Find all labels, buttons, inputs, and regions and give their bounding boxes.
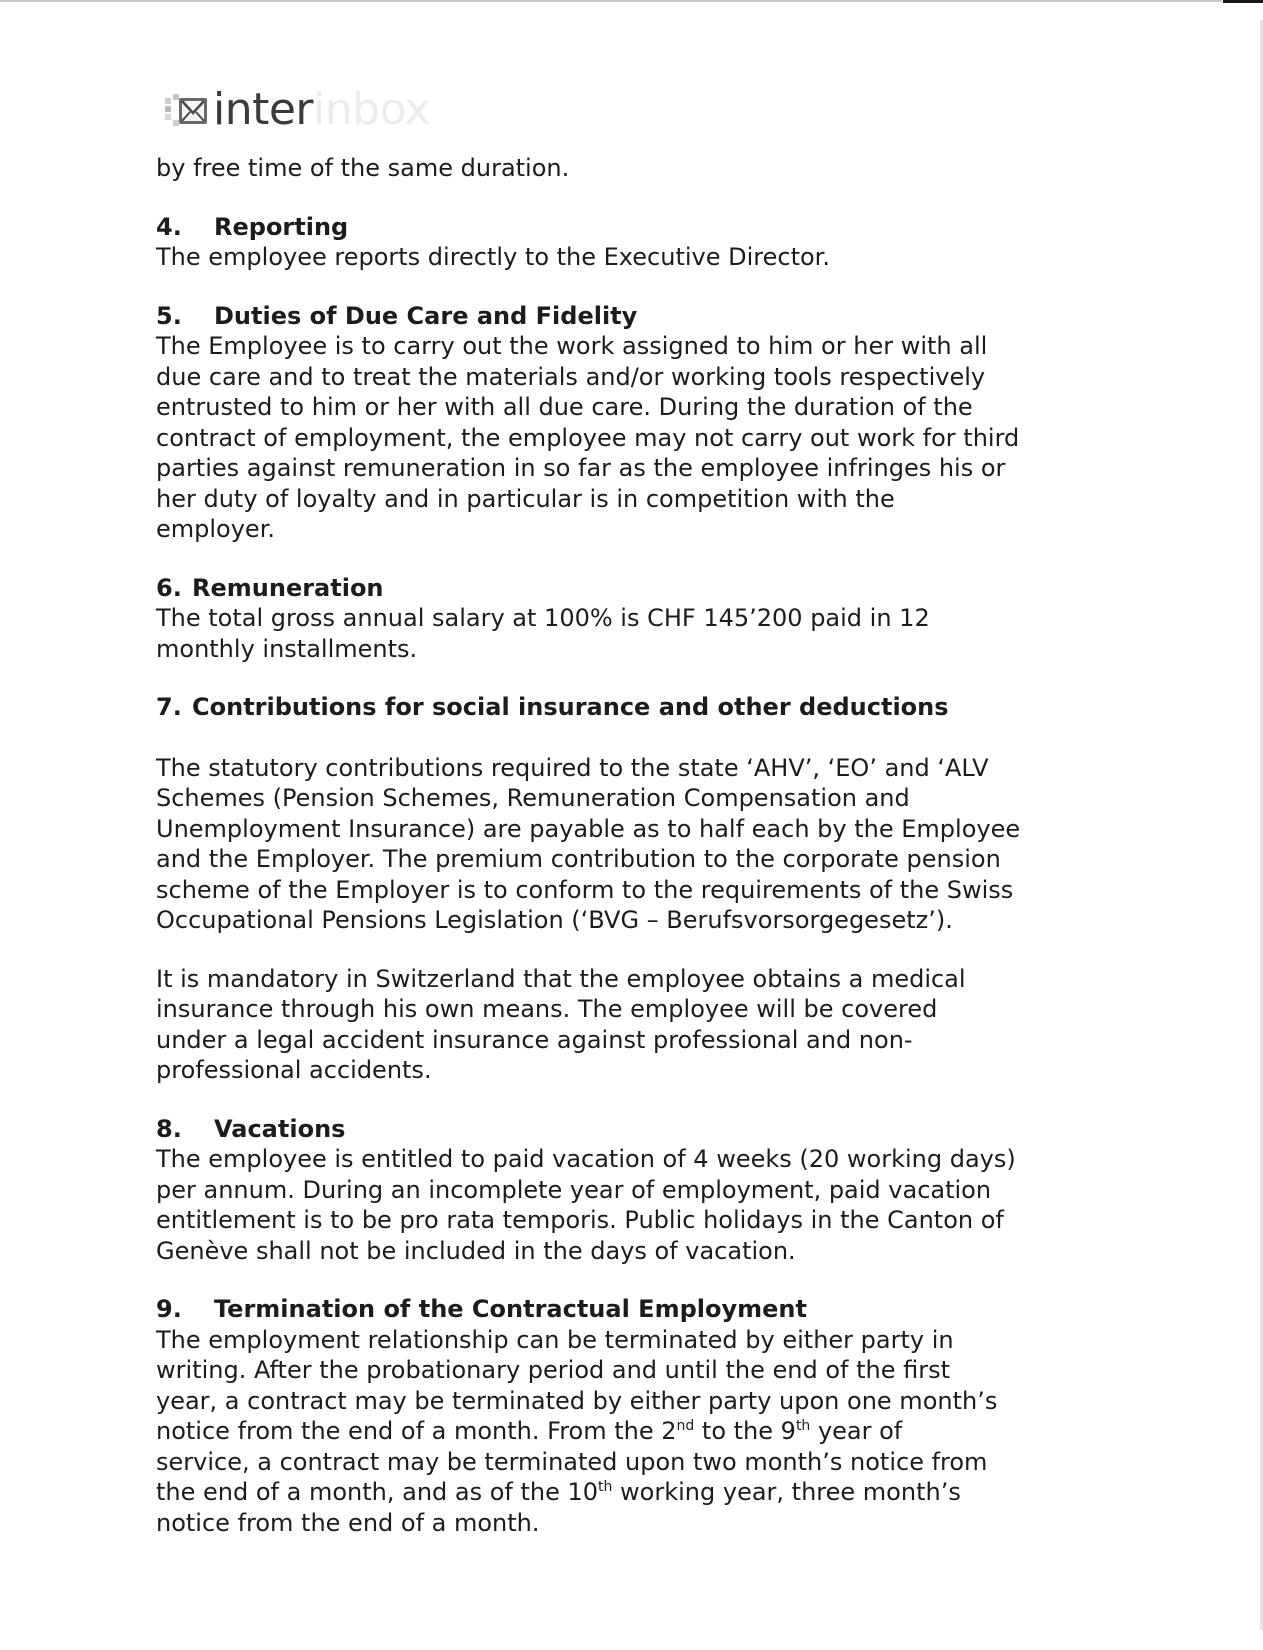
ordinal-suffix: nd [676,1418,695,1434]
section-title: Contributions for social insurance and other deductions [192,693,949,721]
text-line: Genève shall not be included in the days of vacation. [156,1236,796,1265]
text-line: The employee is entitled to paid vacation of 4 weeks (20 working days) [156,1145,1016,1173]
section-title: Reporting [214,212,349,241]
text-line: parties against remuneration in so far as the employee infringes his or [156,454,1006,482]
section-heading [156,212,1156,243]
section-contributions [156,692,1156,1086]
logo-text: inter [213,84,314,135]
text-line: professional accidents. [156,1056,432,1084]
section-duties [156,301,1156,545]
text-line: scheme of the Employer is to conform to the requirements of the Swiss [156,875,1014,904]
text-line: entrusted to him or her with all due care. During the duration of the [156,393,973,421]
ordinal-suffix: th [795,1418,811,1434]
text-line: The Employee is to carry out the work assigned to him or her with all [156,332,988,360]
section-title: Remuneration [192,573,384,602]
intro-line: by free time of the same duration. [156,154,570,182]
text-line: Unemployment Insurance) are payable as to half each by the Employee [156,814,1021,843]
section-number: 4. [156,212,182,241]
text-line: due care and to treat the materials and/or working tools respectively [156,362,986,391]
text-fragment: notice from the end of a month. From the 2 [156,1417,677,1445]
section-remuneration [156,573,1156,665]
text-line: insurance through his own means. The employee will be covered [156,995,938,1023]
section-termination [156,1294,1156,1538]
text-line: It is mandatory in Switzerland that the employee obtains a medical [156,964,966,993]
text-line: The statutory contributions required to the state ‘AHV’, ‘EO’ and ‘ALV [156,753,989,782]
text-line: writing. After the probationary period and until the end of the first [156,1356,950,1384]
text-line: her duty of loyalty and in particular is in competition with the [156,484,895,513]
text-line: contract of employment, the employee may not carry out work for third [156,423,1020,452]
section-number: 7. [156,693,182,721]
text-line [156,1477,1156,1508]
document-body [156,153,1156,1538]
section-heading [156,1294,1156,1325]
text-line [156,1416,1156,1447]
section-heading [156,573,1156,604]
text-line: entitlement is to be pro rata temporis. Public holidays in the Canton of [156,1206,1004,1234]
text-line: and the Employer. The premium contribution to the corporate pension [156,845,1001,873]
section-number: 6. [156,573,182,602]
ordinal-suffix: th [598,1479,613,1495]
text-line: monthly installments. [156,634,418,663]
text-fragment: working year, three month’s [612,1478,961,1506]
text-line: notice from the end of a month. [156,1508,540,1537]
section-title: Termination of the Contractual Employment [214,1295,807,1323]
text-line: The employment relationship can be terminated by either party in [156,1325,954,1354]
text-line: service, a contract may be terminated upon two month’s notice from [156,1447,988,1476]
text-line: per annum. During an incomplete year of employment, paid vacation [156,1175,992,1204]
section-number: 8. [156,1114,182,1143]
scan-top-mark [1223,0,1263,3]
text-fragment: the end of a month, and as of the 10 [156,1478,599,1506]
section-heading [156,1114,1156,1145]
section-vacations [156,1114,1156,1267]
section-heading [156,692,1156,723]
text-line: under a legal accident insurance against professional and non- [156,1025,913,1054]
section-title: Vacations [214,1114,346,1143]
text-line: Occupational Pensions Legislation (‘BVG – Berufsvorsorgegesetz’). [156,906,953,934]
text-line: employer. [156,515,275,543]
section-body: The employee reports directly to the Executive Director. [156,243,830,271]
envelope-mail-icon [165,90,209,130]
text-fragment: year of [810,1417,903,1445]
logo-text-faded: inbox [313,84,431,135]
text-line: The total gross annual salary at 100% is CHF 145’200 paid in 12 [156,604,930,632]
section-heading [156,301,1156,332]
scan-top-line [0,0,1222,2]
section-number: 5. [156,301,182,330]
text-fragment: to the 9 [694,1417,796,1445]
section-reporting [156,212,1156,273]
text-line: Schemes (Pension Schemes, Remuneration Compensation and [156,784,910,812]
company-logo [165,82,430,138]
section-number: 9. [156,1295,182,1323]
section-title: Duties of Due Care and Fidelity [214,301,638,330]
text-line: year, a contract may be terminated by either party upon one month’s [156,1386,998,1415]
